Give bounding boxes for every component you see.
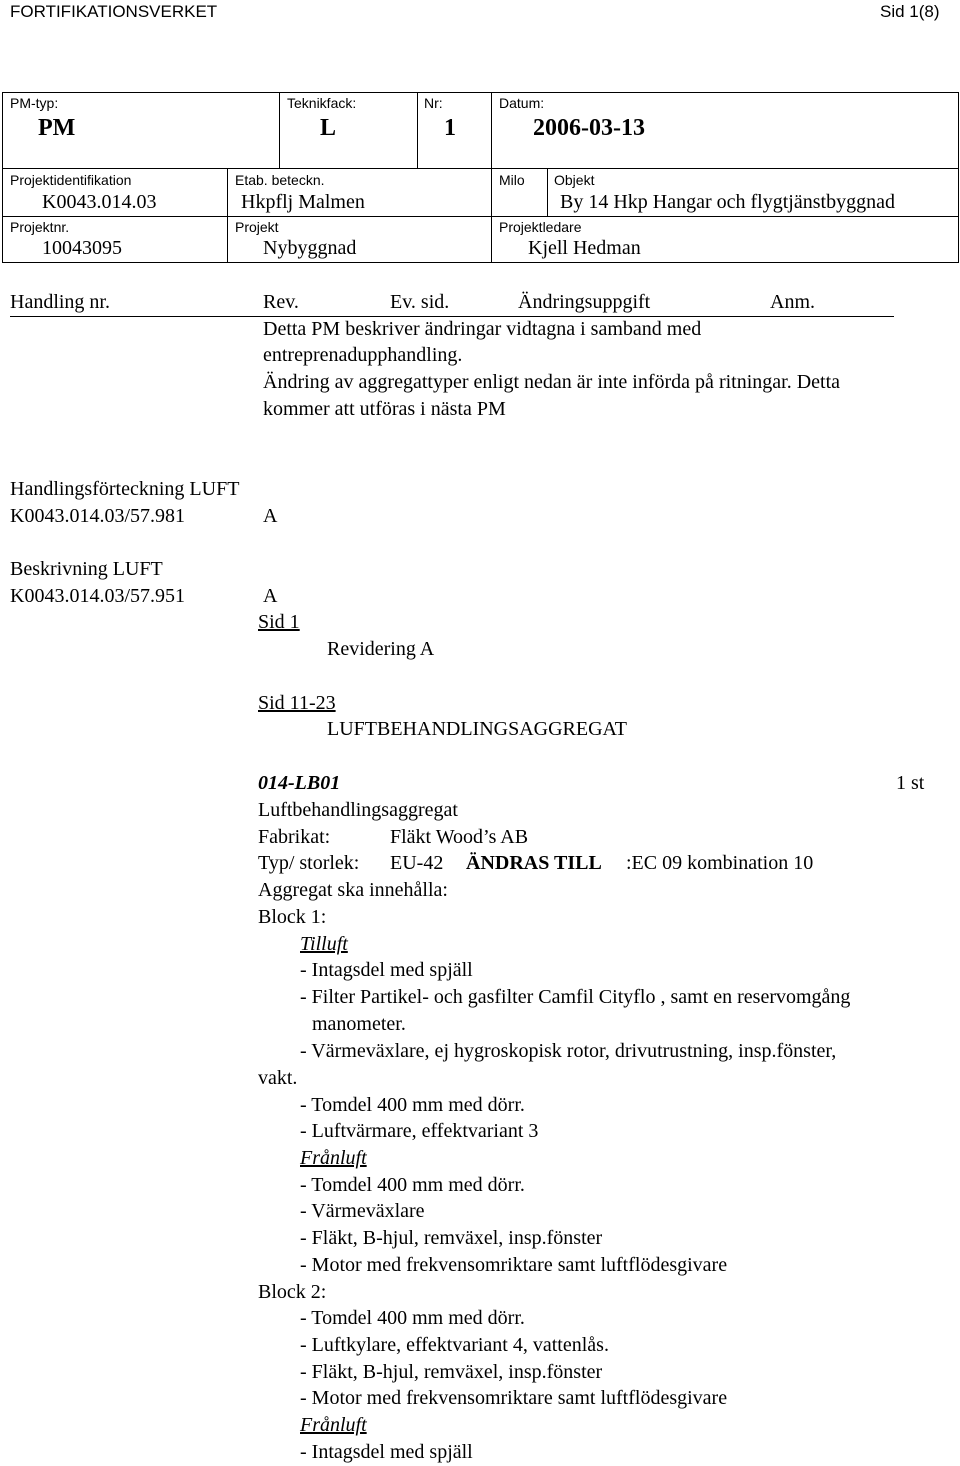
list-item: - Luftvärmare, effektvariant 3	[300, 1120, 539, 1142]
list-item: - Motor med frekvensomriktare samt luftflödesgivare	[300, 1387, 728, 1409]
list-item: - Värmeväxlare	[300, 1200, 425, 1222]
change-text-line: Detta PM beskriver ändringar vidtagna i samband med	[263, 318, 702, 340]
doc-beskr-rev: A	[263, 585, 278, 607]
change-text-line: entreprenadupphandling.	[263, 344, 463, 366]
list-item: - Filter Partikel- och gasfilter Camfil Cityflo , samt en reservomgång	[300, 986, 851, 1008]
block-1-label: Block 1:	[258, 906, 327, 928]
list-item: - Tomdel 400 mm med dörr.	[300, 1174, 525, 1196]
col-anm: Anm.	[770, 291, 815, 313]
list-item: - Fläkt, B-hjul, remväxel, insp.fönster	[300, 1227, 603, 1249]
franluft-heading: Frånluft	[300, 1414, 367, 1436]
list-item: - Motor med frekvensomriktare samt luftflödesgivare	[300, 1254, 728, 1276]
projekt-label: Projekt	[235, 219, 279, 235]
doc-beskr-id: K0043.014.03/57.951	[10, 585, 185, 607]
change-text-line: Ändring av aggregattyper enligt nedan är inte införda på ritningar. Detta	[263, 371, 841, 393]
doc-luft-title: Handlingsförteckning LUFT	[10, 478, 240, 500]
objekt-value: By 14 Hkp Hangar och flygtjänstbyggnad	[560, 191, 895, 213]
sid-11-23: Sid 11-23	[258, 692, 336, 714]
teknikfack-label: Teknikfack:	[287, 95, 357, 111]
block-2-label: Block 2:	[258, 1281, 327, 1303]
col-rev: Rev.	[263, 291, 299, 313]
unit-name: Luftbehandlingsaggregat	[258, 799, 458, 821]
page-number: Sid 1(8)	[880, 2, 940, 21]
list-item: - Intagsdel med spjäll	[300, 1441, 473, 1463]
nr-label: Nr:	[424, 95, 443, 111]
sid-1: Sid 1	[258, 611, 300, 633]
list-item: - Fläkt, B-hjul, remväxel, insp.fönster	[300, 1361, 603, 1383]
typ-label: Typ/ storlek:	[258, 852, 360, 874]
fabrikat-label: Fabrikat:	[258, 826, 331, 848]
teknikfack-value: L	[320, 115, 337, 141]
datum-label: Datum:	[499, 95, 545, 111]
organization-name: FORTIFIKATIONSVERKET	[10, 2, 218, 21]
col-andringsuppgift: Ändringsuppgift	[518, 291, 651, 313]
objekt-label: Objekt	[554, 172, 595, 188]
typ-new: :EC 09 kombination 10	[626, 852, 814, 874]
list-item: - Tomdel 400 mm med dörr.	[300, 1307, 525, 1329]
doc-beskr-title: Beskrivning LUFT	[10, 558, 163, 580]
doc-luft-id: K0043.014.03/57.981	[10, 505, 185, 527]
projektnr-label: Projektnr.	[10, 219, 70, 235]
list-item: - Värmeväxlare, ej hygroskopisk rotor, drivutrustning, insp.fönster,	[300, 1040, 837, 1062]
franluft-heading: Frånluft	[300, 1147, 367, 1169]
projektid-value: K0043.014.03	[42, 191, 157, 213]
fabrikat-value: Fläkt Wood’s AB	[390, 826, 529, 848]
list-item: - Intagsdel med spjäll	[300, 959, 473, 981]
typ-change: ÄNDRAS TILL	[466, 852, 602, 874]
etab-label: Etab. beteckn.	[235, 172, 325, 188]
change-text-line: kommer att utföras i nästa PM	[263, 398, 506, 420]
pm-type-label: PM-typ:	[10, 95, 59, 111]
header-underline	[10, 316, 894, 317]
list-item-continuation: vakt.	[258, 1067, 298, 1089]
unit-id: 014-LB01	[258, 772, 341, 794]
revidering: Revidering A	[327, 638, 435, 660]
list-item-continuation: manometer.	[312, 1013, 406, 1035]
doc-luft-rev: A	[263, 505, 278, 527]
etab-value: Hkpflj Malmen	[241, 191, 365, 213]
tilluft-heading: Tilluft	[300, 933, 348, 955]
nr-value: 1	[444, 115, 456, 141]
projektid-label: Projektidentifikation	[10, 172, 132, 188]
projektledare-value: Kjell Hedman	[528, 237, 641, 259]
projektledare-label: Projektledare	[499, 219, 582, 235]
col-handling: Handling nr.	[10, 291, 110, 313]
list-item: - Tomdel 400 mm med dörr.	[300, 1094, 525, 1116]
pm-type-value: PM	[38, 115, 76, 141]
typ-old: EU-42	[390, 852, 444, 874]
projekt-value: Nybyggnad	[263, 237, 357, 259]
projektnr-value: 10043095	[42, 237, 122, 259]
unit-qty: 1 st	[896, 772, 925, 794]
list-item: - Luftkylare, effektvariant 4, vattenlås.	[300, 1334, 609, 1356]
datum-value: 2006-03-13	[533, 115, 645, 141]
contents-label: Aggregat ska innehålla:	[258, 879, 448, 901]
milo-label: Milo	[499, 172, 525, 188]
col-evsid: Ev. sid.	[390, 291, 450, 313]
section-heading: LUFTBEHANDLINGSAGGREGAT	[327, 718, 627, 740]
